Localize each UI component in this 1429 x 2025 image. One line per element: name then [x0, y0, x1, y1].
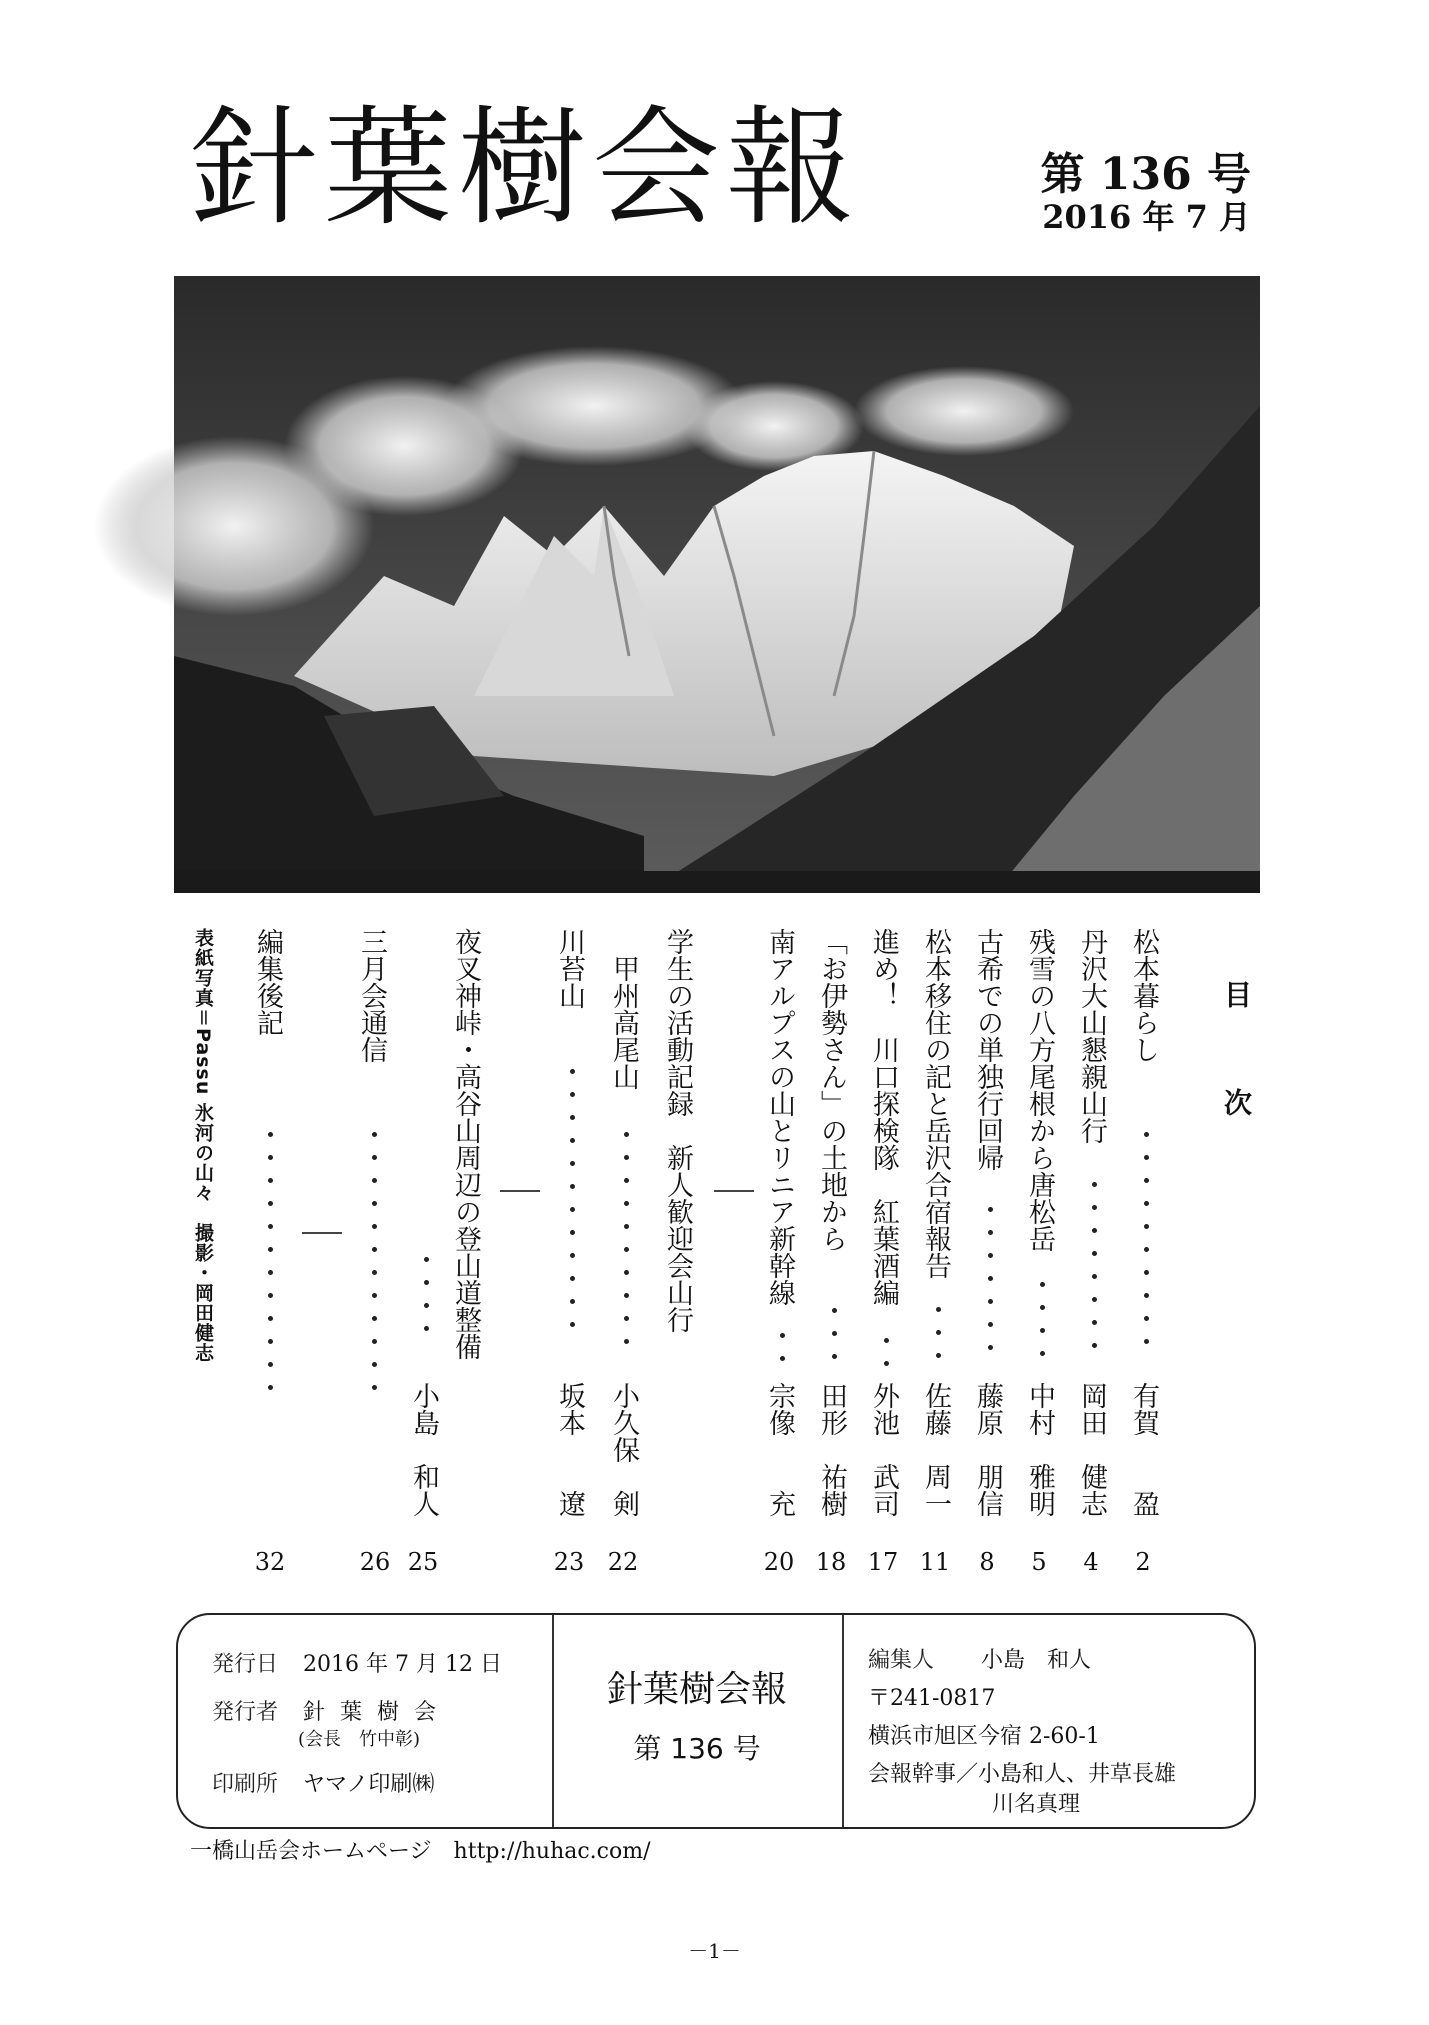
colophon-issue: 第 136 号: [633, 1732, 761, 1765]
toc-entry-author: 田形 祐樹: [816, 1382, 847, 1517]
toc-entry-title: 「お伊勢さん」の土地から: [816, 928, 847, 1279]
publisher-row: [212, 1695, 440, 1726]
colophon-divider: [842, 1615, 844, 1827]
toc-page-number: 11: [919, 1548, 951, 1576]
toc-heading: 目 次: [1220, 980, 1253, 1142]
toc-entry-title: 夜叉神峠・高谷山周辺の登山道整備: [450, 928, 481, 1360]
toc-entry: [452, 928, 479, 1528]
toc-entry-title: 松本移住の記と岳沢合宿報告: [920, 928, 951, 1279]
toc-entry: 進め！ 川口探検隊 紅葉酒編 ・・ 外池 武司: [868, 928, 899, 1517]
toc-entry-author: 中村 雅明: [1024, 1382, 1055, 1517]
colophon-divider: [552, 1615, 554, 1827]
toc-entry: 松本移住の記と岳沢合宿報告 ・・・ 佐藤 周一: [920, 928, 951, 1517]
homepage-link[interactable]: 一橋山岳会ホームページ http://huhac.com/: [190, 1839, 651, 1864]
toc-page-number: 18: [815, 1548, 847, 1576]
toc-page-number: 8: [979, 1548, 995, 1576]
toc-page-number: 4: [1083, 1548, 1099, 1576]
toc-entry-title: 三月会通信: [356, 928, 387, 1063]
toc-page-number: 22: [607, 1548, 639, 1576]
toc-separator: [500, 1190, 540, 1192]
toc-entry-author: 佐藤 周一: [920, 1382, 951, 1517]
toc-entry: 三月会通信 ・・・・・・・・・・・・: [356, 928, 387, 1397]
secretaries-continued: 川名真理: [992, 1792, 1081, 1817]
publisher-note: (会長 竹中彰): [298, 1729, 421, 1750]
toc-entry: ・・・・ 小島 和人: [408, 1246, 439, 1517]
editor-label: 編集人: [868, 1648, 935, 1673]
toc-entry-title: 古希での単独行回帰: [972, 928, 1003, 1171]
toc-page-number: 32: [254, 1548, 286, 1576]
editor: 小島 和人: [981, 1648, 1092, 1673]
toc-entry: 丹沢大山懇親山行 ・・・・・・・・ 岡田 健志: [1076, 928, 1107, 1517]
publish-date-label: 発行日: [212, 1652, 279, 1677]
toc-entry-author: 外池 武司: [868, 1382, 899, 1517]
postal-code: 〒241-0817: [868, 1686, 996, 1711]
toc-entry: 古希での単独行回帰 ・・・・・・・ 藤原 朋信: [972, 928, 1003, 1517]
printer: ヤマノ印刷㈱: [303, 1772, 435, 1797]
toc-entry: 「お伊勢さん」の土地から ・・・ 田形 祐樹: [816, 928, 847, 1517]
toc-entry-author: 岡田 健志: [1076, 1382, 1107, 1517]
toc-entry-title: 松本暮らし: [1128, 928, 1159, 1063]
toc-page-number: 25: [407, 1548, 439, 1576]
toc-separator: [714, 1190, 754, 1192]
toc-entry-title: 進め！ 川口探検隊 紅葉酒編: [868, 928, 899, 1306]
toc-entry: 甲州高尾山 ・・・・・・・・・・ 小久保 剣: [608, 928, 639, 1517]
toc-page-number: 17: [867, 1548, 899, 1576]
publisher-label: 発行者: [212, 1700, 279, 1725]
page-folio: －1－: [688, 1939, 741, 1963]
issue-date: 2016 年 7 月: [1042, 198, 1251, 236]
toc-entry-title: 編集後記: [252, 928, 283, 1036]
toc-entry-author: 宗像 充: [764, 1382, 795, 1517]
toc-entry-author: 小島 和人: [408, 1382, 439, 1517]
secretaries: 会報幹事／小島和人、井草長雄: [868, 1762, 1177, 1787]
colophon-title: 針葉樹会報: [606, 1669, 787, 1710]
printer-row: [212, 1767, 434, 1798]
toc-entry-author: 坂本 遼: [554, 1382, 585, 1517]
publisher: 針 葉 樹 会: [303, 1700, 440, 1725]
toc-page-number: 2: [1135, 1548, 1151, 1576]
colophon-box: [176, 1613, 1256, 1829]
toc-entry: 編集後記 ・・・・・・・・・・・・: [252, 928, 283, 1397]
toc-page-number: 23: [553, 1548, 585, 1576]
toc-entry-author: 藤原 朋信: [972, 1382, 1003, 1517]
toc-entry-title: 南アルプスの山とリニア新幹線: [764, 928, 795, 1306]
address: 横浜市旭区今宿 2-60-1: [868, 1724, 1100, 1749]
toc-entry-author: 小久保 剣: [608, 1382, 639, 1517]
printer-label: 印刷所: [212, 1772, 279, 1797]
cover-caption: 表紙写真＝Passu 氷河の山々 撮影・岡田健志: [192, 928, 214, 1363]
editor-row: [868, 1643, 1091, 1674]
publish-date-row: [212, 1647, 502, 1678]
masthead-title: 針葉樹会報: [190, 94, 861, 243]
toc-page-number: 5: [1031, 1548, 1047, 1576]
toc-entry: 松本暮らし ・・・・・・・・・・ 有賀 盈: [1128, 928, 1159, 1517]
toc-page-number: 20: [763, 1548, 795, 1576]
issue-number: 第 136 号: [1040, 149, 1251, 200]
toc-page-number: 26: [359, 1548, 391, 1576]
toc-entry-title: 学生の活動記録 新人歓迎会山行: [662, 928, 693, 1333]
toc-entry: [664, 928, 691, 1528]
toc-entry-title: 甲州高尾山: [608, 928, 639, 1090]
toc-entry-title: 丹沢大山懇親山行: [1076, 928, 1107, 1144]
toc-entry: 残雪の八方尾根から唐松岳 ・・・・ 中村 雅明: [1024, 928, 1055, 1517]
toc-entry: 南アルプスの山とリニア新幹線 ・・ 宗像 充: [764, 928, 795, 1517]
toc-entry-author: 有賀 盈: [1128, 1382, 1159, 1517]
publish-date: 2016 年 7 月 12 日: [303, 1652, 502, 1677]
toc-entry-title: 川苔山: [554, 928, 585, 1009]
toc-entry: 川苔山 ・・・・・・・・・・・・ 坂本 遼: [554, 928, 585, 1517]
toc-entry-title: 残雪の八方尾根から唐松岳: [1024, 928, 1055, 1252]
cover-photo: [174, 276, 1260, 893]
toc-separator: [302, 1232, 342, 1234]
